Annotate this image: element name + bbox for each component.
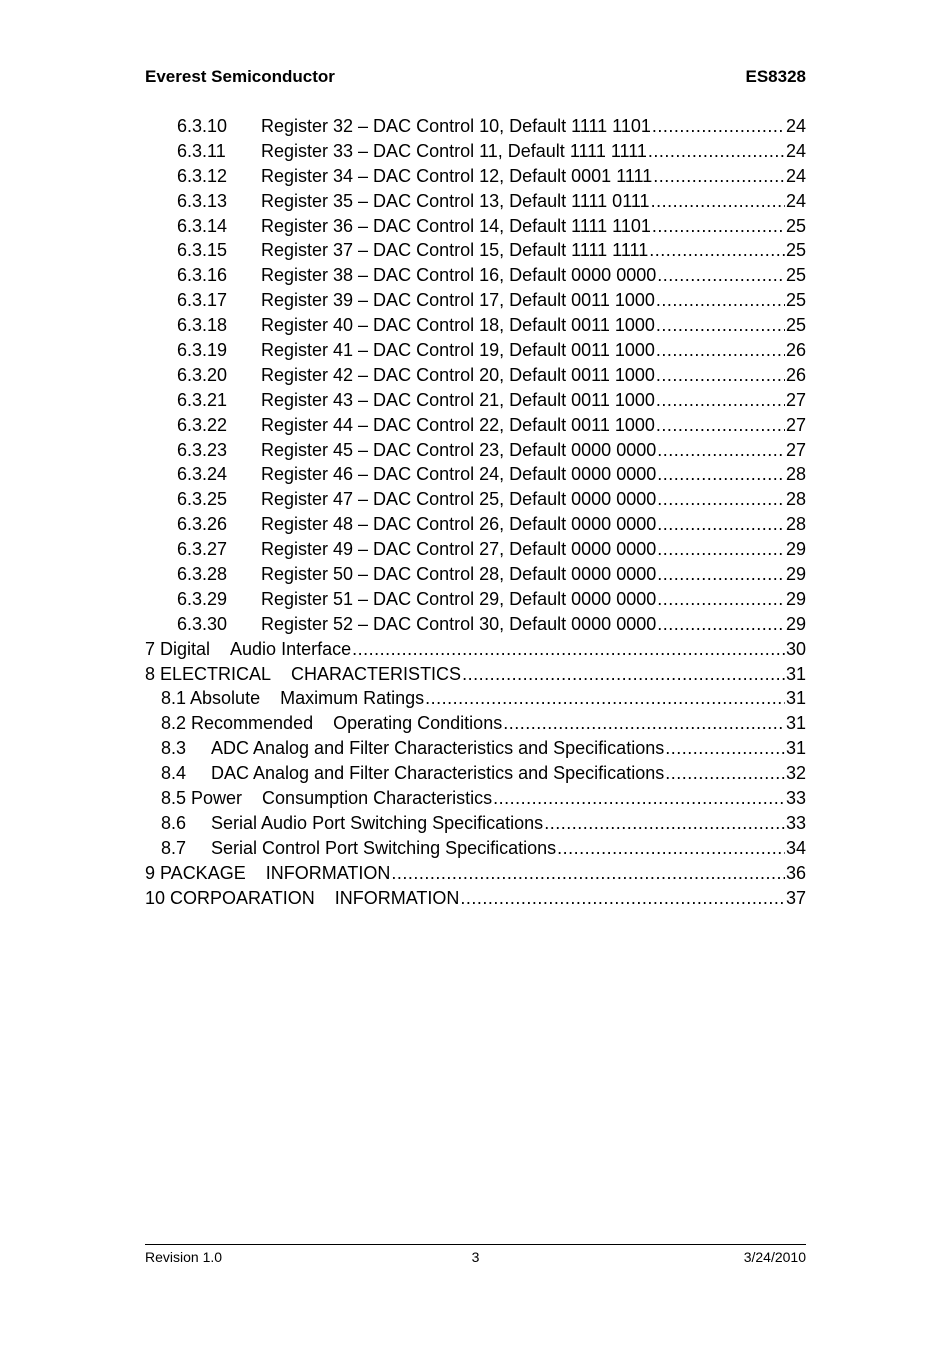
toc-leader-dots bbox=[657, 587, 785, 612]
toc-entry-page: 33 bbox=[785, 812, 806, 833]
toc-entry-title: CHARACTERISTICS bbox=[276, 663, 462, 684]
toc-leader-dots bbox=[462, 662, 785, 687]
toc-entry[interactable] bbox=[145, 637, 806, 662]
toc-entry[interactable] bbox=[145, 662, 806, 687]
toc-entry[interactable] bbox=[145, 786, 806, 811]
toc-entry-title: Serial Control Port Switching Specifications bbox=[211, 837, 557, 858]
toc-leader-dots bbox=[656, 388, 785, 413]
toc-entry-title: DAC Analog and Filter Characteristics and Specifications bbox=[211, 763, 665, 784]
toc-entry-number: 10 CORPOARATION bbox=[145, 887, 315, 908]
toc-entry-title: Register 36 – DAC Control 14, Default 1111 1101 bbox=[261, 215, 651, 236]
toc-leader-dots bbox=[544, 811, 785, 836]
toc-leader-dots bbox=[657, 537, 785, 562]
toc-entry[interactable] bbox=[145, 587, 806, 612]
toc-entry-page: 26 bbox=[785, 340, 806, 361]
toc-entry-title: Register 39 – DAC Control 17, Default 0011 1000 bbox=[261, 290, 655, 311]
toc-entry-title: Register 41 – DAC Control 19, Default 0011 1000 bbox=[261, 340, 655, 361]
toc-entry-number: 8.1 Absolute bbox=[161, 688, 261, 709]
toc-entry[interactable] bbox=[145, 861, 806, 886]
toc-entry-number: 6.3.13 bbox=[177, 190, 228, 211]
header-company: Everest Semiconductor bbox=[145, 67, 335, 86]
toc-entry-page: 28 bbox=[785, 489, 806, 510]
toc-leader-dots bbox=[656, 413, 785, 438]
toc-entry-page: 36 bbox=[785, 862, 806, 883]
toc-entry[interactable] bbox=[145, 562, 806, 587]
toc-entry[interactable] bbox=[145, 836, 806, 861]
toc-entry-number: 7 Digital bbox=[145, 638, 211, 659]
toc-entry-page: 30 bbox=[785, 638, 806, 659]
toc-leader-dots bbox=[651, 189, 785, 214]
toc-entry-title: Register 45 – DAC Control 23, Default 0000 0000 bbox=[261, 439, 657, 460]
toc-entry-title: Register 42 – DAC Control 20, Default 0011 1000 bbox=[261, 364, 655, 385]
toc-entry[interactable] bbox=[145, 238, 806, 263]
toc-entry-page: 24 bbox=[785, 190, 806, 211]
toc-entry[interactable] bbox=[145, 537, 806, 562]
toc-entry-number: 6.3.17 bbox=[177, 290, 228, 311]
toc-leader-dots bbox=[657, 462, 785, 487]
footer-revision: Revision 1.0 bbox=[145, 1249, 223, 1265]
toc-leader-dots bbox=[657, 612, 785, 637]
toc-entry-title: Register 50 – DAC Control 28, Default 0000 0000 bbox=[261, 564, 657, 585]
toc-entry-title: Register 52 – DAC Control 30, Default 0000 0000 bbox=[261, 613, 657, 634]
toc-entry-number: 8.2 Recommended bbox=[161, 713, 314, 734]
toc-entry-number: 6.3.20 bbox=[177, 364, 228, 385]
toc-leader-dots bbox=[656, 338, 785, 363]
footer-date: 3/24/2010 bbox=[743, 1249, 806, 1265]
toc-entry-title: Serial Audio Port Switching Specifications bbox=[211, 812, 544, 833]
toc-entry-title: Operating Conditions bbox=[318, 713, 503, 734]
toc-entry[interactable] bbox=[145, 388, 806, 413]
toc-entry-page: 34 bbox=[785, 837, 806, 858]
toc-leader-dots bbox=[657, 487, 785, 512]
toc-leader-dots bbox=[503, 711, 785, 736]
toc-leader-dots bbox=[652, 114, 785, 139]
toc-entry-page: 24 bbox=[785, 140, 806, 161]
toc-entry-page: 29 bbox=[785, 539, 806, 560]
toc-entry-number: 8.5 Power bbox=[161, 788, 243, 809]
toc-entry-title: Register 40 – DAC Control 18, Default 0011 1000 bbox=[261, 315, 655, 336]
toc-entry-number: 6.3.26 bbox=[177, 514, 228, 535]
toc-entry-page: 27 bbox=[785, 439, 806, 460]
toc-entry-title: Maximum Ratings bbox=[265, 688, 425, 709]
toc-entry[interactable] bbox=[145, 711, 806, 736]
toc-entry-title: Register 32 – DAC Control 10, Default 1111 1101 bbox=[261, 116, 651, 136]
toc-leader-dots bbox=[352, 637, 785, 662]
toc-entry-page: 24 bbox=[785, 165, 806, 186]
toc-entry-title: Register 38 – DAC Control 16, Default 0000 0000 bbox=[261, 265, 657, 286]
toc-entry-number: 6.3.19 bbox=[177, 340, 228, 361]
toc-entry-number: 8.3 bbox=[161, 738, 187, 759]
footer-divider bbox=[145, 1244, 806, 1245]
toc-entry-page: 28 bbox=[785, 514, 806, 535]
toc-entry-page: 32 bbox=[785, 763, 806, 784]
toc-entry-page: 26 bbox=[785, 364, 806, 385]
toc-entry-number: 6.3.18 bbox=[177, 315, 228, 336]
toc-entry-page: 25 bbox=[785, 290, 806, 311]
toc-leader-dots bbox=[657, 438, 785, 463]
toc-entry[interactable] bbox=[145, 189, 806, 214]
toc-entry-title: Register 51 – DAC Control 29, Default 0000 0000 bbox=[261, 588, 657, 609]
toc-entry-number: 6.3.15 bbox=[177, 240, 228, 261]
toc-entry-page: 31 bbox=[785, 738, 806, 759]
toc-entry[interactable] bbox=[145, 413, 806, 438]
toc-entry[interactable] bbox=[145, 761, 806, 786]
toc-leader-dots bbox=[665, 761, 785, 786]
toc-entry-number: 6.3.12 bbox=[177, 165, 228, 186]
toc-entry[interactable] bbox=[145, 512, 806, 537]
toc-entry-title: Register 37 – DAC Control 15, Default 1111 1111 bbox=[261, 240, 649, 261]
toc-entry[interactable] bbox=[145, 487, 806, 512]
toc-entry-number: 6.3.14 bbox=[177, 215, 228, 236]
toc-entry-title: Audio Interface bbox=[215, 638, 352, 659]
toc-entry-page: 29 bbox=[785, 564, 806, 585]
toc-entry-page: 25 bbox=[785, 240, 806, 261]
toc-leader-dots bbox=[653, 164, 785, 189]
toc-leader-dots bbox=[665, 736, 785, 761]
toc-entry-title: Register 34 – DAC Control 12, Default 0001 1111 bbox=[261, 165, 653, 186]
toc-leader-dots bbox=[656, 288, 785, 313]
toc-entry-title: Register 43 – DAC Control 21, Default 0011 1000 bbox=[261, 389, 655, 410]
toc-entry[interactable] bbox=[145, 114, 806, 139]
toc-entry[interactable] bbox=[145, 164, 806, 189]
toc-entry-title: Register 46 – DAC Control 24, Default 0000 0000 bbox=[261, 464, 657, 485]
toc-entry-page: 31 bbox=[785, 713, 806, 734]
toc-entry-number: 6.3.22 bbox=[177, 414, 228, 435]
toc-entry-page: 31 bbox=[785, 663, 806, 684]
toc-entry-page: 29 bbox=[785, 613, 806, 634]
toc-leader-dots bbox=[656, 363, 785, 388]
toc-leader-dots bbox=[649, 238, 785, 263]
toc-entry-number: 6.3.29 bbox=[177, 588, 228, 609]
page-header bbox=[145, 66, 806, 88]
toc-entry-number: 8.4 bbox=[161, 763, 187, 784]
toc-entry-title: INFORMATION bbox=[250, 862, 391, 883]
toc-entry-title: ADC Analog and Filter Characteristics and Specifications bbox=[211, 738, 665, 759]
toc-entry[interactable] bbox=[145, 214, 806, 239]
footer-page-number: 3 bbox=[471, 1249, 480, 1265]
toc-leader-dots bbox=[425, 686, 785, 711]
toc-entry[interactable] bbox=[145, 612, 806, 637]
toc-entry-page: 27 bbox=[785, 414, 806, 435]
toc-entry-number: 8.7 bbox=[161, 837, 187, 858]
toc-entry-page: 37 bbox=[785, 887, 806, 908]
toc-leader-dots bbox=[656, 313, 785, 338]
toc-leader-dots bbox=[657, 512, 785, 537]
toc-entry-page: 27 bbox=[785, 389, 806, 410]
toc-entry-title: Register 47 – DAC Control 25, Default 0000 0000 bbox=[261, 489, 657, 510]
toc-entry-title: INFORMATION bbox=[319, 887, 460, 908]
toc-entry-page: 29 bbox=[785, 588, 806, 609]
toc-entry[interactable] bbox=[145, 886, 806, 911]
toc-entry-number: 6.3.24 bbox=[177, 464, 228, 485]
toc-entry-number: 8.6 bbox=[161, 812, 187, 833]
toc-entry[interactable] bbox=[145, 686, 806, 711]
toc-leader-dots bbox=[460, 886, 785, 911]
toc-entry-title: Register 44 – DAC Control 22, Default 0011 1000 bbox=[261, 414, 655, 435]
toc-entry-number: 6.3.30 bbox=[177, 613, 228, 634]
toc-entry[interactable] bbox=[145, 338, 806, 363]
table-of-contents bbox=[145, 114, 806, 911]
toc-entry[interactable] bbox=[145, 736, 806, 761]
toc-leader-dots bbox=[648, 139, 785, 164]
toc-entry-number: 6.3.27 bbox=[177, 539, 228, 560]
toc-entry[interactable] bbox=[145, 462, 806, 487]
toc-entry-title: Register 48 – DAC Control 26, Default 0000 0000 bbox=[261, 514, 657, 535]
toc-entry[interactable] bbox=[145, 438, 806, 463]
toc-entry-page: 25 bbox=[785, 215, 806, 236]
toc-entry-number: 8 ELECTRICAL bbox=[145, 663, 272, 684]
toc-entry-number: 9 PACKAGE bbox=[145, 862, 246, 883]
toc-entry-title: Consumption Characteristics bbox=[247, 788, 493, 809]
toc-leader-dots bbox=[657, 562, 785, 587]
toc-entry[interactable] bbox=[145, 313, 806, 338]
toc-entry-page: 31 bbox=[785, 688, 806, 709]
header-part-number: ES8328 bbox=[745, 67, 806, 86]
toc-entry-page: 33 bbox=[785, 788, 806, 809]
toc-entry-title: Register 33 – DAC Control 11, Default 1111 1111 bbox=[261, 140, 647, 161]
toc-leader-dots bbox=[652, 214, 785, 239]
toc-entry-page: 28 bbox=[785, 464, 806, 485]
toc-entry-number: 6.3.10 bbox=[177, 116, 228, 136]
toc-entry-number: 6.3.11 bbox=[177, 140, 226, 161]
toc-entry[interactable] bbox=[145, 811, 806, 836]
toc-entry[interactable] bbox=[145, 263, 806, 288]
toc-leader-dots bbox=[557, 836, 785, 861]
toc-entry[interactable] bbox=[145, 363, 806, 388]
toc-entry-title: Register 49 – DAC Control 27, Default 0000 0000 bbox=[261, 539, 657, 560]
toc-entry-number: 6.3.16 bbox=[177, 265, 228, 286]
toc-entry[interactable] bbox=[145, 288, 806, 313]
toc-entry-page: 25 bbox=[785, 265, 806, 286]
toc-entry-number: 6.3.21 bbox=[177, 389, 228, 410]
toc-entry-title: Register 35 – DAC Control 13, Default 1111 0111 bbox=[261, 190, 650, 211]
toc-entry-number: 6.3.23 bbox=[177, 439, 228, 460]
toc-entry-number: 6.3.25 bbox=[177, 489, 228, 510]
toc-entry-page: 24 bbox=[785, 116, 806, 136]
toc-leader-dots bbox=[493, 786, 785, 811]
toc-entry-page: 25 bbox=[785, 315, 806, 336]
toc-entry[interactable] bbox=[145, 139, 806, 164]
toc-entry-number: 6.3.28 bbox=[177, 564, 228, 585]
toc-leader-dots bbox=[391, 861, 785, 886]
toc-leader-dots bbox=[657, 263, 785, 288]
